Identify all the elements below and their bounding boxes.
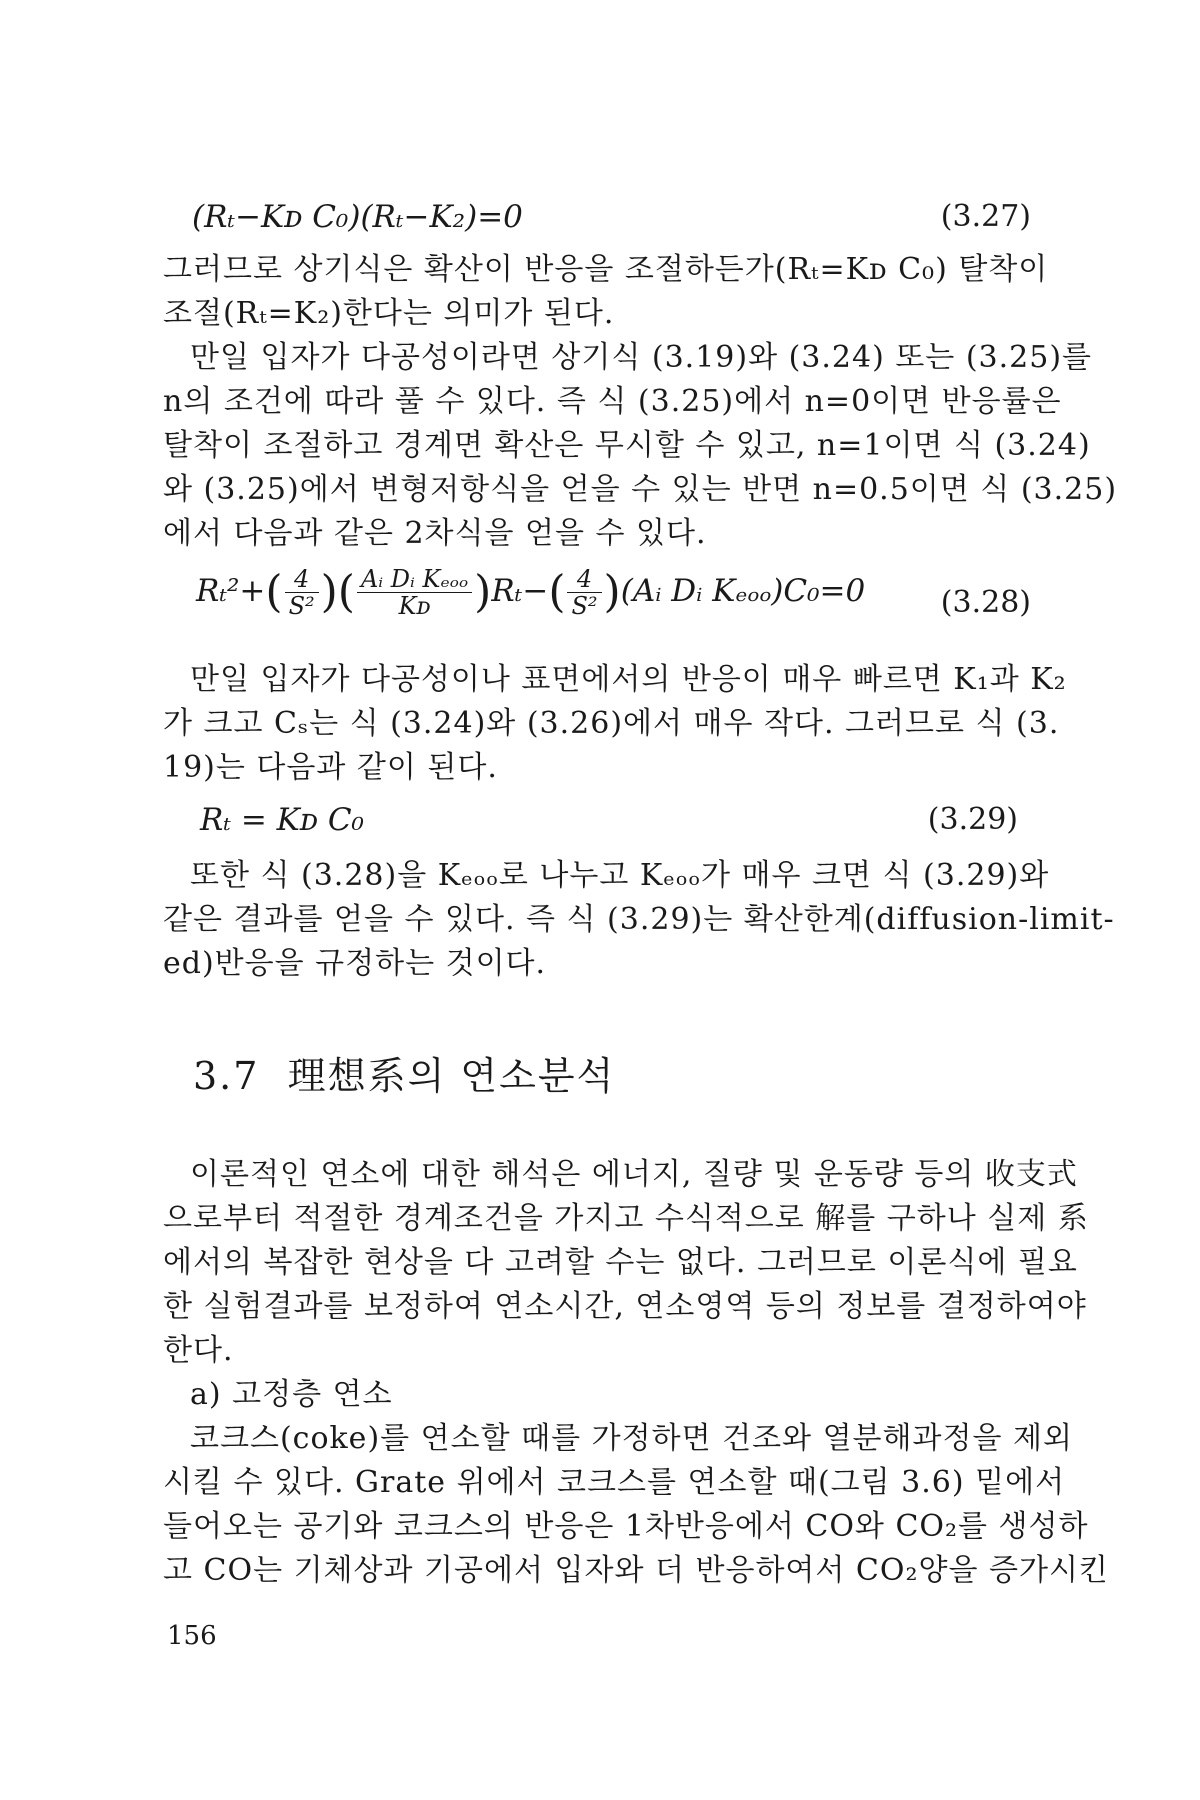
body-line: n의 조건에 따라 풀 수 있다. 즉 식 (3.25)에서 n=0이면 반응률은 [163, 384, 1062, 419]
section-line: 이론적인 연소에 대한 해석은 에너지, 질량 및 운동량 등의 收支式 [190, 1157, 1078, 1192]
body-line: 만일 입자가 다공성이라면 상기식 (3.19)와 (3.24) 또는 (3.25)를 [190, 340, 1093, 375]
eq-3-28-mid: Rₜ− [491, 573, 549, 609]
body-line: 19)는 다음과 같이 된다. [163, 750, 498, 785]
section-number: 3.7 [193, 1054, 260, 1098]
equation-number-3-29: (3.29) [927, 802, 1018, 837]
eq-3-28-fraction-3: $\frac{4}{\text{S²}}$ [567, 566, 601, 619]
section-line: 들어오는 공기와 코크스의 반응은 1차반응에서 CO와 CO₂를 생성하 [163, 1509, 1089, 1544]
body-line: 가 크고 Cₛ는 식 (3.24)와 (3.26)에서 매우 작다. 그러므로 식 (3. [163, 706, 1060, 741]
eq-3-28-fraction-2: $\frac{\text{Aᵢ Dᵢ Kₑₒₒ}}{\text{Kᴅ}}$ [357, 566, 472, 619]
section-line: 한 실험결과를 보정하여 연소시간, 연소영역 등의 정보를 결정하여야 [163, 1289, 1087, 1324]
subsection-heading: a) 고정층 연소 [190, 1377, 393, 1412]
body-line: 그러므로 상기식은 확산이 반응을 조절하든가(Rₜ=Kᴅ C₀) 탈착이 [163, 252, 1049, 287]
body-line: 만일 입자가 다공성이나 표면에서의 반응이 매우 빠르면 K₁과 K₂ [190, 662, 1067, 697]
eq-3-28-lead: Rₜ²+ [196, 573, 266, 609]
equation-number-3-27: (3.27) [940, 199, 1031, 234]
section-line: 시킬 수 있다. Grate 위에서 코크스를 연소할 때(그림 3.6) 밑에서 [163, 1465, 1066, 1500]
body-line: 또한 식 (3.28)을 Kₑₒₒ로 나누고 Kₑₒₒ가 매우 크면 식 (3.29)와 [190, 858, 1050, 893]
eq-3-28-tail: (Aᵢ Dᵢ Kₑₒₒ)C₀=0 [620, 573, 866, 609]
equation-number-3-28: (3.28) [940, 585, 1031, 620]
section-line: 코크스(coke)를 연소할 때를 가정하면 건조와 열분해과정을 제외 [190, 1421, 1073, 1456]
eq-3-28-fraction-1: $\frac{4}{\text{S²}}$ [285, 566, 319, 619]
body-line: 에서 다음과 같은 2차식을 얻을 수 있다. [163, 516, 707, 551]
equation-3-29: Rₜ = Kᴅ C₀ [200, 802, 364, 838]
section-line: 에서의 복잡한 현상을 다 고려할 수는 없다. 그러므로 이론식에 필요 [163, 1245, 1078, 1280]
body-line: 조절(Rₜ=K₂)한다는 의미가 된다. [163, 296, 615, 331]
page-number: 156 [167, 1621, 217, 1651]
body-line: 와 (3.25)에서 변형저항식을 얻을 수 있는 반면 n=0.5이면 식 (3.25) [163, 472, 1118, 507]
equation-3-27: (Rₜ−Kᴅ C₀)(Rₜ−K₂)=0 [192, 199, 523, 235]
section-heading [193, 1052, 615, 1100]
equation-3-28: Rₜ²+( $\frac{4}{\text{S²}}$ )( $\frac{\text{Aᵢ Dᵢ Kₑₒₒ}}{\text{Kᴅ}}$ )Rₜ−( $\frac{4}{\text{S²}}$ )(Aᵢ Dᵢ Kₑₒₒ)C₀=0 [196, 565, 866, 620]
section-line: 한다. [163, 1333, 234, 1368]
body-line: ed)반응을 규정하는 것이다. [163, 946, 547, 981]
body-line: 같은 결과를 얻을 수 있다. 즉 식 (3.29)는 확산한계(diffusion-limit- [163, 902, 1115, 937]
section-line: 고 CO는 기체상과 기공에서 입자와 더 반응하여서 CO₂양을 증가시킨 [163, 1553, 1109, 1588]
body-line: 탈착이 조절하고 경계면 확산은 무시할 수 있고, n=1이면 식 (3.24) [163, 428, 1091, 463]
section-line: 으로부터 적절한 경계조건을 가지고 수식적으로 解를 구하나 실제 系 [163, 1201, 1089, 1236]
section-title: 理想系의 연소분석 [287, 1054, 616, 1098]
